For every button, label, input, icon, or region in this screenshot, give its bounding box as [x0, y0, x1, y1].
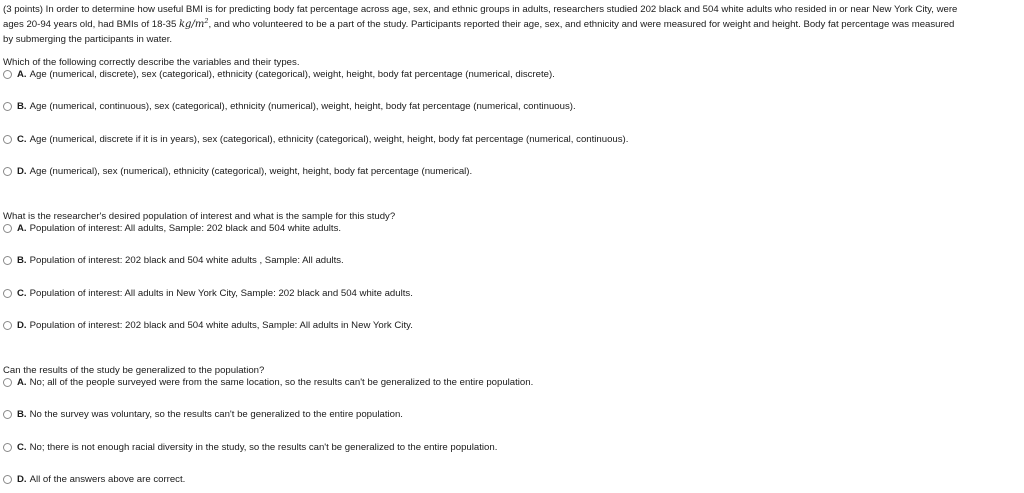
option-letter: C.	[17, 442, 27, 453]
radio-button[interactable]	[3, 167, 12, 176]
radio-button[interactable]	[3, 102, 12, 111]
intro-line-2	[3, 17, 1021, 32]
intro-line-1: (3 points) In order to determine how useful BMI is for predicting body fat percentage across age, sex, and ethnic groups in adults, researchers studied 202 black and 504 white adults who resided in or near New York City, were	[3, 4, 958, 15]
option-text: Population of interest: 202 black and 504 white adults, Sample: All adults in New York City.	[29, 320, 413, 331]
q2-option-a[interactable]	[3, 223, 341, 234]
q2-prompt: What is the researcher's desired population of interest and what is the sample for this study?	[3, 211, 396, 222]
option-text: Age (numerical, discrete if it is in years), sex (categorical), ethnicity (categorical), weight, height, body fat percentage (numerical, continuous).	[29, 134, 629, 145]
option-text: All of the answers above are correct.	[29, 474, 186, 485]
q3-option-c[interactable]	[3, 442, 497, 453]
radio-button[interactable]	[3, 475, 12, 484]
option-letter: D.	[17, 166, 27, 177]
option-letter: C.	[17, 134, 27, 145]
option-text: No; there is not enough racial diversity in the study, so the results can't be generalized to the entire population.	[29, 442, 498, 453]
option-letter: D.	[17, 320, 27, 331]
q2-option-d[interactable]	[3, 320, 413, 331]
radio-button[interactable]	[3, 256, 12, 265]
q2-option-c[interactable]	[3, 288, 413, 299]
option-text: Population of interest: All adults in New York City, Sample: 202 black and 504 white adults.	[29, 288, 413, 299]
radio-button[interactable]	[3, 224, 12, 233]
option-text: No the survey was voluntary, so the results can't be generalized to the entire population.	[29, 409, 403, 420]
option-text: Population of interest: All adults, Sample: 202 black and 504 white adults.	[29, 223, 342, 234]
radio-button[interactable]	[3, 410, 12, 419]
radio-button[interactable]	[3, 135, 12, 144]
q1-option-d[interactable]	[3, 166, 472, 177]
intro-line-2-start: ages 20-94 years old, had BMIs of 18-35	[3, 19, 179, 30]
q1-option-c[interactable]	[3, 134, 628, 145]
q3-option-b[interactable]	[3, 409, 403, 420]
option-letter: A.	[17, 69, 27, 80]
option-text: Age (numerical), sex (numerical), ethnicity (categorical), weight, height, body fat percentage (numerical).	[29, 166, 473, 177]
q1-option-b[interactable]	[3, 101, 576, 112]
q3-prompt: Can the results of the study be generalized to the population?	[3, 365, 265, 376]
q3-option-a[interactable]	[3, 377, 533, 388]
radio-button[interactable]	[3, 378, 12, 387]
question-intro	[3, 2, 1021, 47]
q2-option-b[interactable]	[3, 255, 344, 266]
bmi-unit	[179, 19, 208, 30]
radio-button[interactable]	[3, 443, 12, 452]
q1-prompt: Which of the following correctly describe the variables and their types.	[3, 57, 300, 68]
radio-button[interactable]	[3, 70, 12, 79]
q3-option-d[interactable]	[3, 474, 185, 485]
option-letter: B.	[17, 101, 27, 112]
radio-button[interactable]	[3, 289, 12, 298]
bmi-unit-base: kg/m	[179, 19, 205, 30]
option-text: Age (numerical, continuous), sex (categorical), ethnicity (numerical), weight, height, body fat percentage (numerical, continuous).	[29, 101, 576, 112]
option-letter: D.	[17, 474, 27, 485]
radio-button[interactable]	[3, 321, 12, 330]
intro-line-3: by submerging the participants in water.	[3, 34, 173, 45]
option-text: No; all of the people surveyed were from the same location, so the results can't be generalized to the entire population.	[29, 377, 534, 388]
bmi-unit-exponent: 2	[204, 17, 209, 25]
option-text: Age (numerical, discrete), sex (categorical), ethnicity (categorical), weight, height, body fat percentage (numerical, discrete).	[29, 69, 555, 80]
option-letter: B.	[17, 409, 27, 420]
option-letter: A.	[17, 377, 27, 388]
option-text: Population of interest: 202 black and 504 white adults , Sample: All adults.	[29, 255, 344, 266]
option-letter: B.	[17, 255, 27, 266]
q1-option-a[interactable]	[3, 69, 555, 80]
option-letter: C.	[17, 288, 27, 299]
option-letter: A.	[17, 223, 27, 234]
intro-line-2-end: , and who volunteered to be a part of the study. Participants reported their age, sex, and ethnicity and were measured for weight and height. Body fat percentage was measured	[208, 19, 955, 30]
